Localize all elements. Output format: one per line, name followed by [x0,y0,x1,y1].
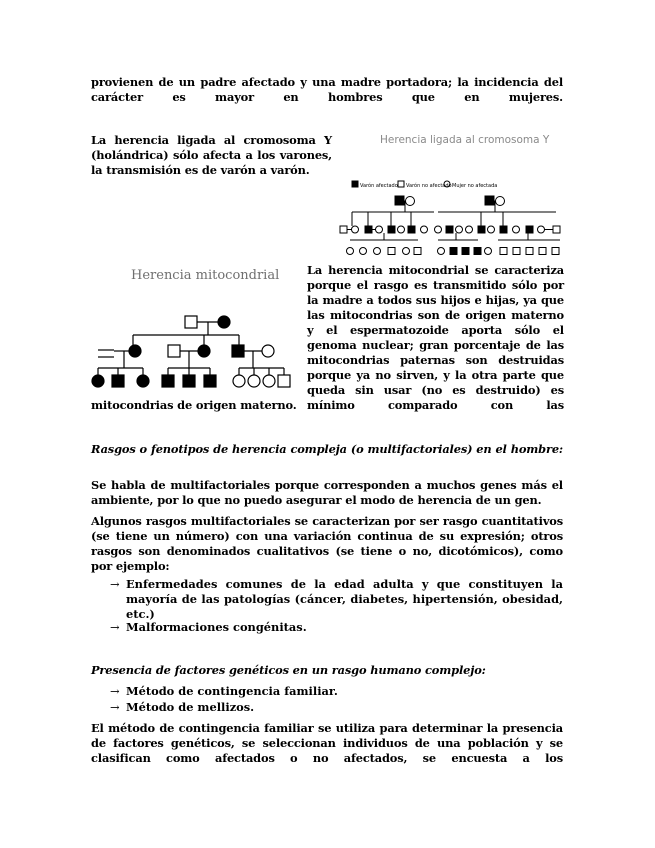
contingency-text: El método de contingencia familiar se utiliza para determinar la presencia de factores genéticos, se seleccionan individuos de una población y se clasifican como afectados o no afectados, se encuesta a los [91,721,563,765]
intro-text: provienen de un padre afectado y una madre portadora; la incidencia del carácter es mayor en hombres que en mujeres. [91,75,563,104]
unaffected-female-icon [496,197,505,206]
multifactorial-paragraph-1 [91,478,563,508]
intro-paragraph [91,75,563,105]
y-linked-text: La herencia ligada al cromosoma Y (holándrica) sólo afecta a los varones, la transmisión es de varón a varón. [91,133,332,177]
legend-unaffected-female-label: Mujer no afectada [452,183,498,189]
y-linked-pedigree [338,168,568,263]
mito-figure-title [131,268,279,283]
factors-heading [91,663,563,678]
arrow-icon: → [110,577,120,591]
mitochondrial-paragraph-tail [91,398,391,413]
arrow-icon: → [110,700,120,714]
affected-male-icon [395,196,404,205]
multifactorial-text-2: Algunos rasgos multifactoriales se caracterizan por ser rasgo cuantitativos (se tiene un número) con una variación continua de su expresión; otros rasgos son denominados cualitativos (se tiene o no, dicotómicos), como por ejemplo: [91,514,563,573]
multifactorial-heading-text: Rasgos o fenotipos de herencia compleja (o multifactoriales) en el hombre: [91,442,563,456]
y-linked-paragraph [91,133,332,178]
list-item [110,577,563,622]
arrow-icon: → [110,620,120,634]
list-item-text: Método de mellizos. [126,700,255,714]
factors-heading-text: Presencia de factores genéticos en un rasgo humano complejo: [91,663,486,677]
affected-male-icon [485,196,494,205]
mitochondrial-tail-text: mitocondrias de origen materno. [91,398,297,412]
y-figure-title [380,134,549,146]
mito-figure-title-text: Herencia mitocondrial [131,268,280,283]
list-item [110,700,563,715]
mitochondrial-text: La herencia mitocondrial se caracteriza porque el rasgo es transmitido sólo por la madre a todos sus hijos e hijas, ya que las mitocondrias son de origen materno y el espermatozoide aporta sólo el genoma nuclear; gran porcentaje de las mitocondrias paternas son destruidas porque ya no sirven, y la otra parte que queda sin usar (no es destruido) es mínimo comparado con las [307,263,564,412]
mitochondrial-paragraph [307,263,564,413]
list-item-text: Malformaciones congénitas. [126,620,307,634]
multifactorial-paragraph-2 [91,514,563,574]
unaffected-female-icon [406,197,415,206]
contingency-paragraph [91,721,563,766]
affected-female-icon [218,316,230,328]
legend-affected-male-icon [352,181,358,187]
y-figure-title-text: Herencia ligada al cromosoma Y [380,134,550,146]
legend-affected-male-label: Varón afectado [360,183,398,189]
arrow-icon: → [110,684,120,698]
unaffected-male-icon [185,316,197,328]
list-item [110,620,563,635]
list-item-text: Método de contingencia familiar. [126,684,338,698]
multifactorial-heading [91,442,563,457]
multifactorial-text-1: Se habla de multifactoriales porque corresponden a muchos genes más el ambiente, por lo que no puedo asegurar el modo de herencia de un gen. [91,478,563,507]
legend-unaffected-male-label: Varón no afectado [406,183,452,189]
list-item [110,684,563,699]
mitochondrial-pedigree [88,305,298,395]
list-item-text: Enfermedades comunes de la edad adulta y que constituyen la mayoría de las patologías (cáncer, diabetes, hipertensión, obesidad, etc.) [126,577,563,621]
legend-unaffected-male-icon [398,181,404,187]
